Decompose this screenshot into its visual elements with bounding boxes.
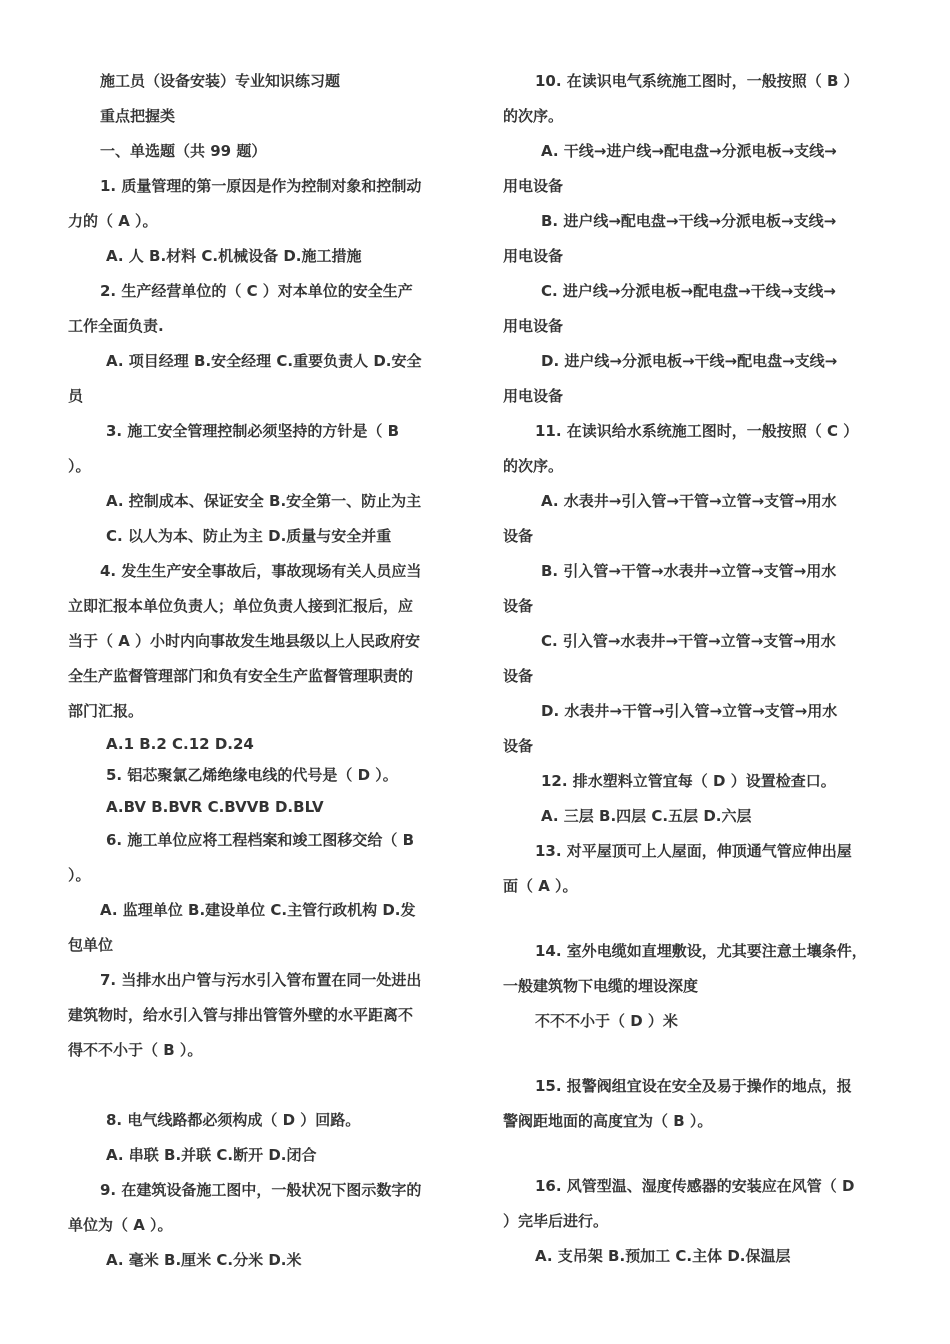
question-4-options: A.1 B.2 C.12 D.24 <box>106 735 254 753</box>
question-10-option-a-line-2: 用电设备 <box>503 177 564 195</box>
question-11-option-a-line-2: 设备 <box>503 527 534 545</box>
question-6-options-line-2: 包单位 <box>68 936 114 954</box>
question-12: 12. 排水塑料立管宜每（ D ）设置检查口。 <box>541 772 836 790</box>
question-16-line-2: ）完毕后进行。 <box>503 1212 609 1230</box>
blank-spacer <box>503 1139 883 1169</box>
question-7-line-3: 得不不小于（ B ）。 <box>68 1041 203 1059</box>
question-15-line-2: 警阀距地面的高度宜为（ B ）。 <box>503 1112 713 1130</box>
question-10-option-d-line-2: 用电设备 <box>503 387 564 405</box>
question-4-line-2: 立即汇报本单位负责人；单位负责人接到汇报后，应 <box>68 597 414 615</box>
blank-spacer <box>503 1039 883 1069</box>
question-3-options-line-2: C. 以人为本、防止为主 D.质量与安全并重 <box>106 527 392 545</box>
question-3-line-2: ）。 <box>68 457 91 475</box>
question-10-option-c-line-1: C. 进户线→分派电板→配电盘→干线→支线→ <box>541 282 836 300</box>
question-10-option-c-line-2: 用电设备 <box>503 317 564 335</box>
question-7-line-1: 7. 当排水出户管与污水引入管布置在同一处进出 <box>100 971 422 989</box>
question-9-line-1: 9. 在建筑设备施工图中，一般状况下图示数字的 <box>100 1181 422 1199</box>
question-2-options-line-2: 员 <box>68 387 84 405</box>
question-5-options: A.BV B.BVR C.BVVB D.BLV <box>106 798 324 816</box>
doc-title: 施工员（设备安装）专业知识练习题 <box>100 72 341 90</box>
question-11-option-c-line-1: C. 引入管→水表井→干管→立管→支管→用水 <box>541 632 836 650</box>
question-10-option-b-line-1: B. 进户线→配电盘→干线→分派电板→支线→ <box>541 212 837 230</box>
blank-spacer <box>503 904 883 934</box>
question-11-line-2: 的次序。 <box>503 457 564 475</box>
question-2-line-1: 2. 生产经营单位的（ C ）对本单位的安全生产 <box>100 282 413 300</box>
question-6-options-line-1: A. 监理单位 B.建设单位 C.主管行政机构 D.发 <box>100 901 416 919</box>
question-5: 5. 铝芯聚氯乙烯绝缘电线的代号是（ D ）。 <box>106 766 398 784</box>
question-11-option-b-line-1: B. 引入管→干管→水表井→立管→支管→用水 <box>541 562 837 580</box>
question-11-line-1: 11. 在读识给水系统施工图时，一般按照（ C ） <box>535 422 859 440</box>
question-1-line-2: 力的（ A ）。 <box>68 212 158 230</box>
question-2-line-2: 工作全面负责. <box>68 317 164 335</box>
question-4-line-4: 全生产监督管理部门和负有安全生产监督管理职责的 <box>68 667 414 685</box>
question-14-line-2: 一般建筑物下电缆的埋设深度 <box>503 977 699 995</box>
right-column <box>503 64 883 1274</box>
question-10-line-1: 10. 在读识电气系统施工图时，一般按照（ B ） <box>535 72 859 90</box>
question-7-line-2: 建筑物时，给水引入管与排出管管外壁的水平距离不 <box>68 1006 414 1024</box>
question-11-option-d-line-1: D. 水表井→干管→引入管→立管→支管→用水 <box>541 702 838 720</box>
question-10-option-a-line-1: A. 干线→进户线→配电盘→分派电板→支线→ <box>541 142 837 160</box>
question-8: 8. 电气线路都必须构成（ D ）回路。 <box>106 1111 361 1129</box>
question-16-line-1: 16. 风管型温、湿度传感器的安装应在风管（ D <box>535 1177 855 1195</box>
question-10-line-2: 的次序。 <box>503 107 564 125</box>
question-6-line-1: 6. 施工单位应将工程档案和竣工图移交给（ B <box>106 831 415 849</box>
question-11-option-b-line-2: 设备 <box>503 597 534 615</box>
question-4-line-1: 4. 发生生产安全事故后，事故现场有关人员应当 <box>100 562 422 580</box>
question-9-options: A. 毫米 B.厘米 C.分米 D.米 <box>106 1251 302 1269</box>
question-8-options: A. 串联 B.并联 C.断开 D.闭合 <box>106 1146 317 1164</box>
question-1-options: A. 人 B.材料 C.机械设备 D.施工措施 <box>106 247 362 265</box>
question-11-option-d-line-2: 设备 <box>503 737 534 755</box>
question-9-line-2: 单位为（ A ）。 <box>68 1216 173 1234</box>
doc-subtitle: 重点把握类 <box>100 107 176 125</box>
question-4-line-3: 当于（ A ）小时内向事故发生地县级以上人民政府安 <box>68 632 421 650</box>
question-11-option-c-line-2: 设备 <box>503 667 534 685</box>
question-12-options: A. 三层 B.四层 C.五层 D.六层 <box>541 807 752 825</box>
question-14-line-1: 14. 室外电缆如直埋敷设，尤其要注意土壤条件， <box>535 942 867 960</box>
question-4-line-5: 部门汇报。 <box>68 702 144 720</box>
question-15-line-1: 15. 报警阀组宜设在安全及易于操作的地点，报 <box>535 1077 852 1095</box>
question-10-option-d-line-1: D. 进户线→分派电板→干线→配电盘→支线→ <box>541 352 838 370</box>
question-3-line-1: 3. 施工安全管理控制必须坚持的方针是（ B <box>106 422 400 440</box>
question-3-options-line-1: A. 控制成本、保证安全 B.安全第一、防止为主 <box>106 492 422 510</box>
question-13-line-1: 13. 对平屋顶可上人屋面，伸顶通气管应伸出屋 <box>535 842 852 860</box>
question-13-line-2: 面（ A ）。 <box>503 877 578 895</box>
section-heading: 一、单选题（共 99 题） <box>100 142 267 160</box>
question-10-option-b-line-2: 用电设备 <box>503 247 564 265</box>
left-column <box>68 64 446 1278</box>
question-2-options-line-1: A. 项目经理 B.安全经理 C.重要负责人 D.安全 <box>106 352 422 370</box>
blank-spacer <box>68 1068 446 1103</box>
question-1-line-1: 1. 质量管理的第一原因是作为控制对象和控制动 <box>100 177 422 195</box>
question-6-line-2: ）。 <box>68 866 91 884</box>
question-14-line-3: 不不不小于（ D ）米 <box>535 1012 678 1030</box>
question-16-options: A. 支吊架 B.预加工 C.主体 D.保温层 <box>535 1247 791 1265</box>
question-11-option-a-line-1: A. 水表井→引入管→干管→立管→支管→用水 <box>541 492 837 510</box>
